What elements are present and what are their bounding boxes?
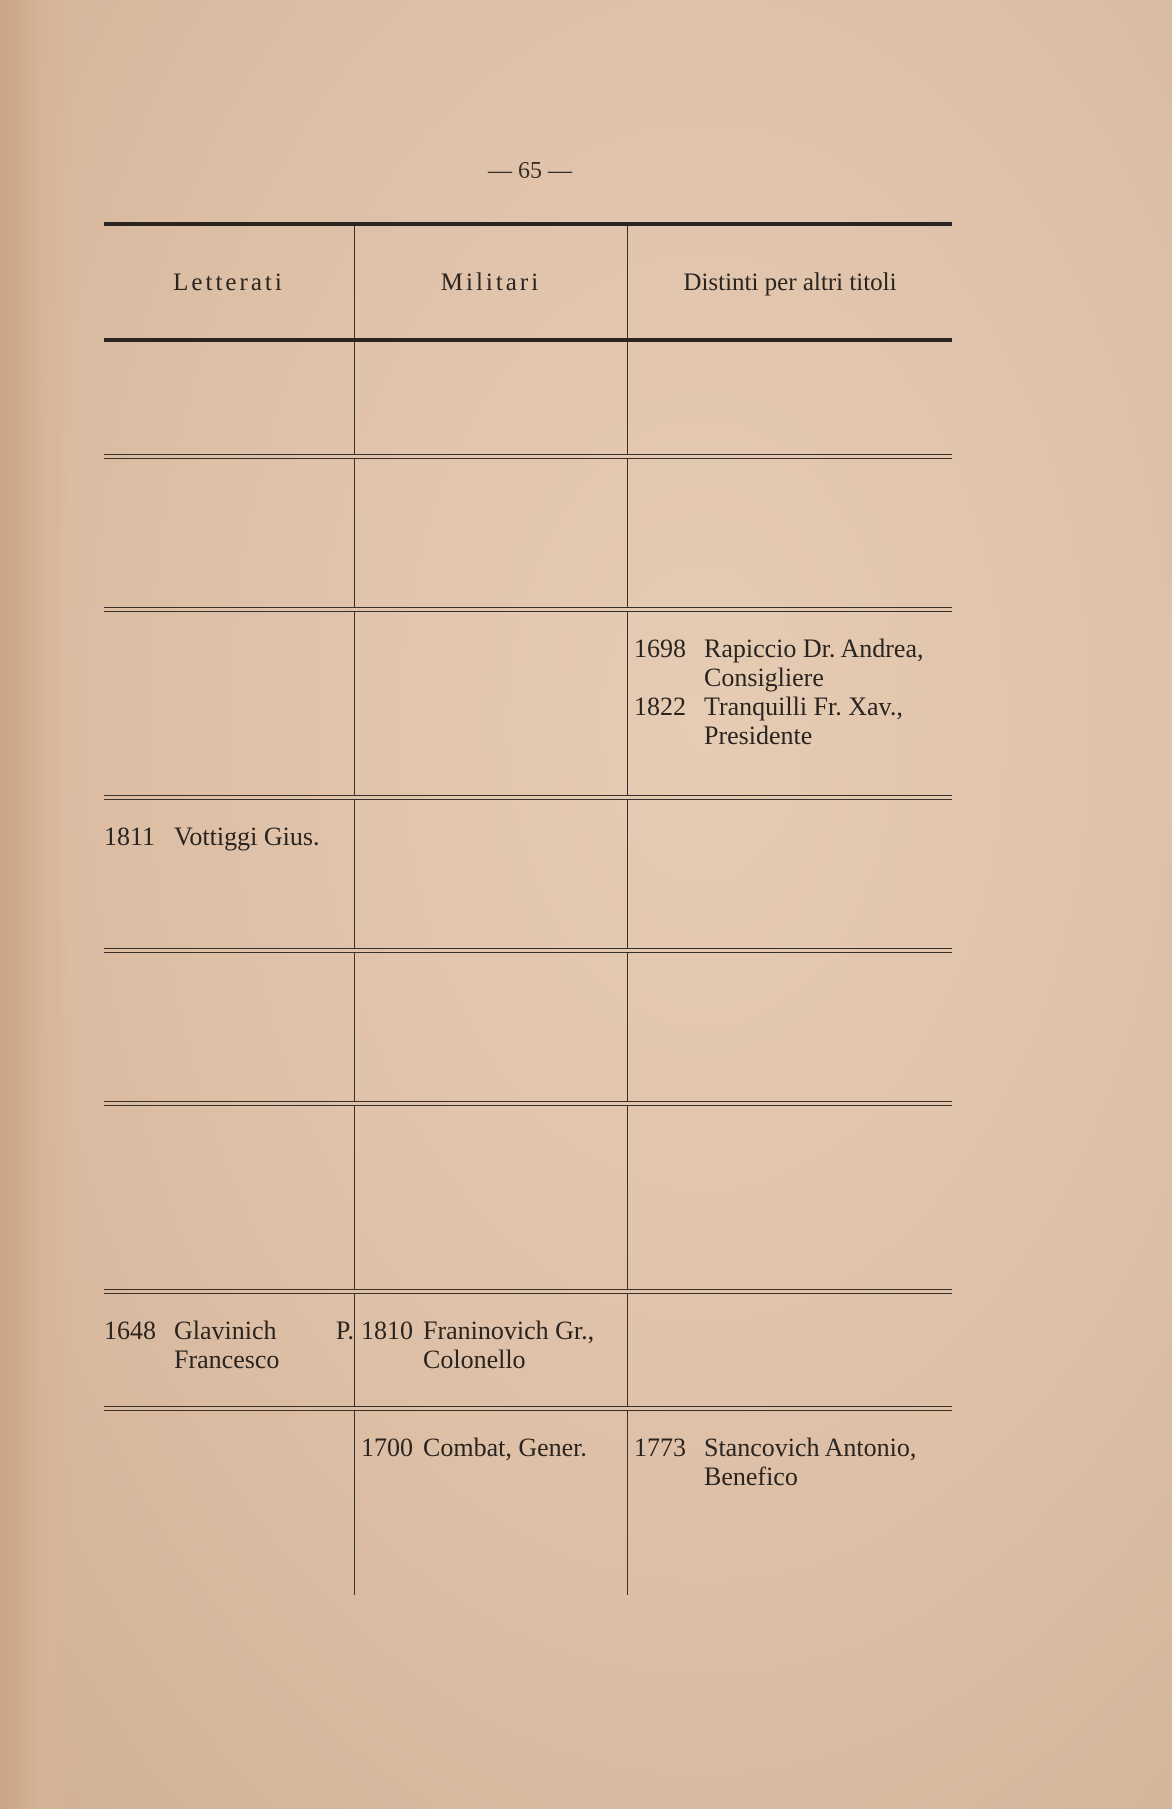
register-entry xyxy=(104,1316,354,1374)
entry-name: Tranquilli Fr. Xav., xyxy=(704,692,903,721)
table-row xyxy=(104,342,952,454)
table-row xyxy=(104,459,952,607)
entry-name: Stancovich Antonio, xyxy=(704,1433,917,1462)
page-edge-shadow xyxy=(0,0,70,1809)
entry-continuation: Presidente xyxy=(704,721,813,750)
cell-distinti xyxy=(627,459,952,607)
cell-militari xyxy=(354,1106,627,1289)
header-distinti: Distinti per altri titoli xyxy=(627,226,952,338)
register-entry xyxy=(634,692,952,750)
cell-distinti xyxy=(627,1294,952,1406)
register-entry xyxy=(361,1433,627,1462)
header-militari: Militari xyxy=(354,226,627,338)
entry-year: 1810 xyxy=(361,1316,413,1345)
cell-distinti xyxy=(627,612,952,795)
register-entry xyxy=(634,1433,952,1491)
cell-letterati xyxy=(104,1411,354,1595)
table-row xyxy=(104,1294,952,1406)
entry-name: Franinovich Gr., xyxy=(423,1316,595,1345)
table-body xyxy=(104,342,952,1595)
cell-militari xyxy=(354,459,627,607)
entry-year: 1811 xyxy=(104,822,156,851)
entry-continuation: Colonello xyxy=(423,1345,526,1374)
cell-militari xyxy=(354,342,627,454)
page-number: — 65 — xyxy=(488,158,572,184)
entry-year: 1698 xyxy=(634,634,686,663)
entry-continuation: Consigliere xyxy=(704,663,824,692)
cell-letterati xyxy=(104,342,354,454)
entry-year: 1648 xyxy=(104,1316,156,1345)
header-letterati: Letterati xyxy=(173,268,285,296)
cell-distinti xyxy=(627,1106,952,1289)
entry-name: Vottiggi Gius. xyxy=(174,822,320,851)
table-row xyxy=(104,1106,952,1289)
entry-continuation: Francesco xyxy=(174,1345,280,1374)
cell-distinti xyxy=(627,1411,952,1595)
cell-militari xyxy=(354,612,627,795)
cell-letterati xyxy=(104,953,354,1101)
entry-year: 1773 xyxy=(634,1433,686,1462)
register-entry xyxy=(634,634,952,692)
cell-letterati xyxy=(104,459,354,607)
register-entry xyxy=(361,1316,627,1374)
table-row xyxy=(104,612,952,795)
entry-year: 1822 xyxy=(634,692,686,721)
table-row xyxy=(104,1411,952,1595)
entry-name: Rapiccio Dr. Andrea, xyxy=(704,634,924,663)
entry-year: 1700 xyxy=(361,1433,413,1462)
register-entry xyxy=(104,822,354,851)
cell-letterati xyxy=(104,612,354,795)
entry-continuation: Benefico xyxy=(704,1462,798,1491)
entry-name: Combat, Gener. xyxy=(423,1433,587,1462)
cell-militari xyxy=(354,953,627,1101)
cell-militari xyxy=(354,1411,627,1595)
table-row xyxy=(104,800,952,948)
cell-militari xyxy=(354,800,627,948)
cell-distinti xyxy=(627,800,952,948)
cell-distinti xyxy=(627,342,952,454)
cell-letterati xyxy=(104,800,354,948)
table-header-row xyxy=(104,226,952,338)
cell-distinti xyxy=(627,953,952,1101)
table-row xyxy=(104,953,952,1101)
register-table xyxy=(104,222,952,1595)
cell-militari xyxy=(354,1294,627,1406)
cell-letterati xyxy=(104,1294,354,1406)
cell-letterati xyxy=(104,1106,354,1289)
entry-name: Glavinich P. xyxy=(174,1316,354,1345)
